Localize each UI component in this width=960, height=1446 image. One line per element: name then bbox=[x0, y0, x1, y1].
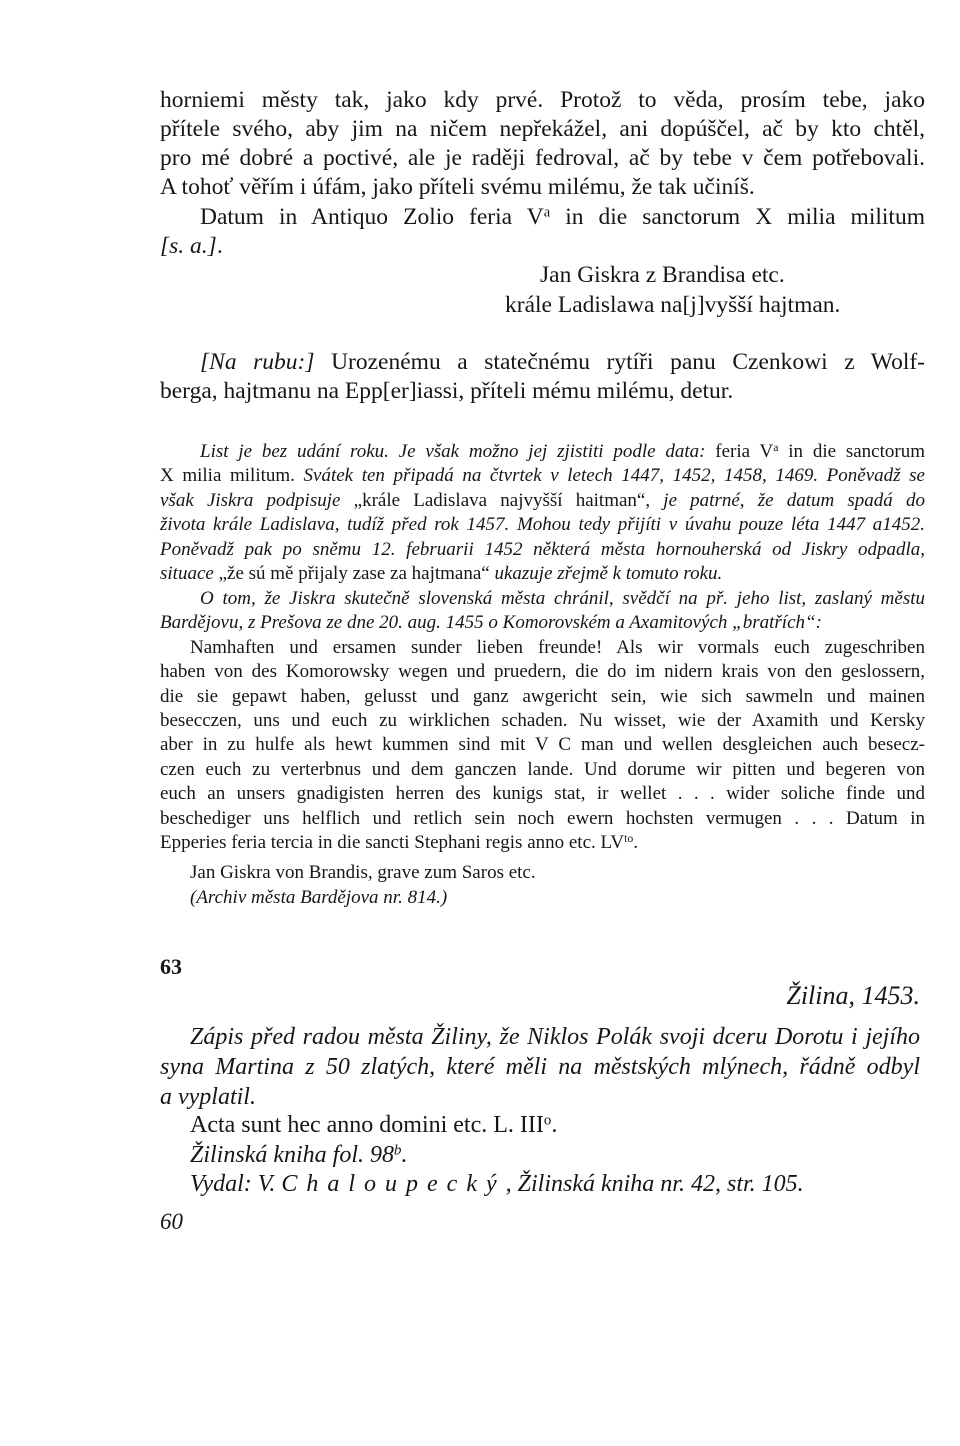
archive-reference: (Archiv města Bardějova nr. 814.) bbox=[190, 887, 448, 908]
german-quote-line: euch an unsers gnadigisten herren des kunigs stat, ir wellet . . . wider soliche finde und bbox=[160, 783, 925, 805]
commentary-line bbox=[160, 562, 925, 586]
sine-anno-note: [s. a.] bbox=[160, 232, 217, 259]
text-run: , Žilinská kniha nr. 42, str. 105. bbox=[505, 1171, 804, 1197]
text-run: . bbox=[401, 1141, 408, 1168]
text-run: Žilinská kniha fol. 98 bbox=[190, 1141, 394, 1168]
dating-line bbox=[160, 203, 925, 232]
commentary-note bbox=[160, 440, 925, 856]
text-run: . bbox=[551, 1112, 558, 1138]
quotation: „že sú mě přijaly zase za hajtmana“ bbox=[213, 563, 490, 585]
editor-name: Chaloupecký bbox=[281, 1171, 506, 1197]
place-date-heading: Žilina, 1453. bbox=[786, 981, 920, 1010]
text-run: Vydal: V. bbox=[190, 1171, 282, 1197]
text-run: in die sanctorum X milia militum bbox=[550, 203, 925, 230]
text-run: in die sanctorum bbox=[778, 441, 925, 462]
text-run: feria V bbox=[705, 441, 774, 462]
text-line: horniemi městy tak, jako kdy prvé. Protož to věda, prosím tebe, jako bbox=[160, 86, 925, 113]
document-number: 63 bbox=[160, 954, 182, 979]
commentary-line: Bardějovu, z Prešova ze dne 20. aug. 1455 o Komorovském a Axamitových „bratřích“: bbox=[160, 612, 822, 634]
text-run: Datum in Antiquo Zolio feria V bbox=[200, 203, 544, 230]
commentary-line: života krále Ladislava, tudíž před rok 1457. Mohou tedy přijíti v úvahu pouze léta 1447 a1452. bbox=[160, 514, 925, 536]
acta-line bbox=[190, 1111, 920, 1141]
superscript: b bbox=[394, 1142, 402, 1159]
text-run: . bbox=[633, 832, 639, 854]
address-line bbox=[160, 348, 925, 377]
source-reference bbox=[190, 1141, 920, 1171]
regest-line: a vyplatil. bbox=[160, 1084, 256, 1110]
text-run: . bbox=[216, 232, 223, 259]
sender-line: Jan Giskra von Brandis, grave zum Saros etc. bbox=[190, 862, 536, 883]
page-number: 60 bbox=[160, 1209, 183, 1234]
text-run: Svátek ten připadá na čtvrtek v letech 1447, 1452, 1458, 1469. Poněvadž se bbox=[294, 465, 925, 487]
text-line: pro mé dobré a poctivé, ale je raději fedroval, ač by tebe v čem potřebovali. bbox=[160, 145, 925, 172]
text-run: X milia militum. bbox=[160, 465, 295, 487]
regest-line: syna Martina z 50 zlatých, které měli na městských mlýnech, řádně odbyl bbox=[160, 1054, 920, 1080]
address-label: [Na rubu:] bbox=[200, 349, 315, 375]
address-line: berga, hajtmanu na Epp[er]iassi, příteli mému milému, detur. bbox=[160, 378, 734, 405]
german-quote-line: besecczen, uns und euch zu wirklichen schaden. Nu wisset, wie der Axamith und Kersky bbox=[160, 709, 925, 731]
text-run: Epperies feria tercia in die sancti Stephani regis anno etc. LV bbox=[160, 832, 625, 854]
quotation: „krále Ladislava najvyšší haitman“, bbox=[340, 489, 651, 511]
commentary-line bbox=[160, 464, 925, 488]
commentary-line bbox=[160, 489, 925, 513]
address-text bbox=[160, 348, 925, 407]
german-quote-line: beschediger uns helflich und retlich sein noch ewern hochsten vermugen . . . Datum in bbox=[160, 807, 925, 829]
superscript: a bbox=[543, 204, 551, 221]
text-run: však Jiskra podpisuje bbox=[160, 489, 341, 511]
text-run: je patrné, že datum spadá do bbox=[650, 489, 925, 511]
german-quote-line: czen euch zu verterbnus und dem ganczen lande. Und dorume wir pitten und begeren von bbox=[160, 758, 925, 780]
quote-signature bbox=[190, 860, 925, 910]
commentary-line: O tom, že Jiskra skutečně slovenská města chránil, svědčí na př. jeho list, zaslaný městu bbox=[200, 587, 925, 609]
letter-text bbox=[160, 86, 925, 320]
text-run: ukazuje zřejmě k tomuto roku. bbox=[489, 563, 723, 585]
regest-line: Zápis před radou města Žiliny, že Niklos Polák svoji dceru Dorotu i jejího bbox=[190, 1024, 920, 1050]
commentary-line bbox=[160, 440, 925, 464]
german-quote-line bbox=[160, 831, 925, 855]
edition-reference bbox=[190, 1170, 920, 1200]
superscript: a bbox=[773, 441, 779, 455]
text-run: Acta sunt hec anno domini etc. L. III bbox=[190, 1112, 544, 1138]
superscript: o bbox=[543, 1112, 552, 1129]
signature-line: krále Ladislawa na[j]vyšší hajtman. bbox=[505, 291, 841, 318]
text-run: Urozenému a statečnému rytíři panu Czenkowi z Wolf- bbox=[314, 349, 925, 375]
text-run: situace bbox=[160, 563, 214, 585]
regest bbox=[160, 1022, 920, 1112]
entry-references bbox=[190, 1111, 920, 1200]
german-quote-line: die sie gepawt haben, gelusst und ganz awgericht sein, wie sich sawmeln und mainen bbox=[160, 685, 925, 707]
text-line: A tohoť věřím i úfám, jako příteli svému milému, že tak učiníš. bbox=[160, 174, 755, 201]
german-quote-line: aber in zu hulfe als hewt kummen sind mit V C man und wellen desgleichen auch besecz- bbox=[160, 734, 925, 756]
text-line: přítele svého, aby jim na ničem nepřekážel, ani dopúščel, ač by kto chtěl, bbox=[160, 115, 925, 142]
sine-anno-line bbox=[160, 232, 925, 261]
german-quote-line: Namhaften und ersamen sunder lieben freunde! Als wir vormals euch zugeschriben bbox=[190, 636, 925, 658]
signature-line: Jan Giskra z Brandisa etc. bbox=[540, 262, 785, 289]
german-quote-line: haben von des Komorowsky wegen und pruedern, die do im nidern krais von den geslossern, bbox=[160, 661, 925, 683]
commentary-line: Poněvadž pak po sněmu 12. februarii 1452 některá města hornouherská od Jiskry odpadla, bbox=[160, 538, 925, 560]
text-run: List je bez udání roku. Je však možno jej zjistiti podle data: bbox=[200, 441, 706, 462]
superscript: to bbox=[624, 832, 634, 846]
